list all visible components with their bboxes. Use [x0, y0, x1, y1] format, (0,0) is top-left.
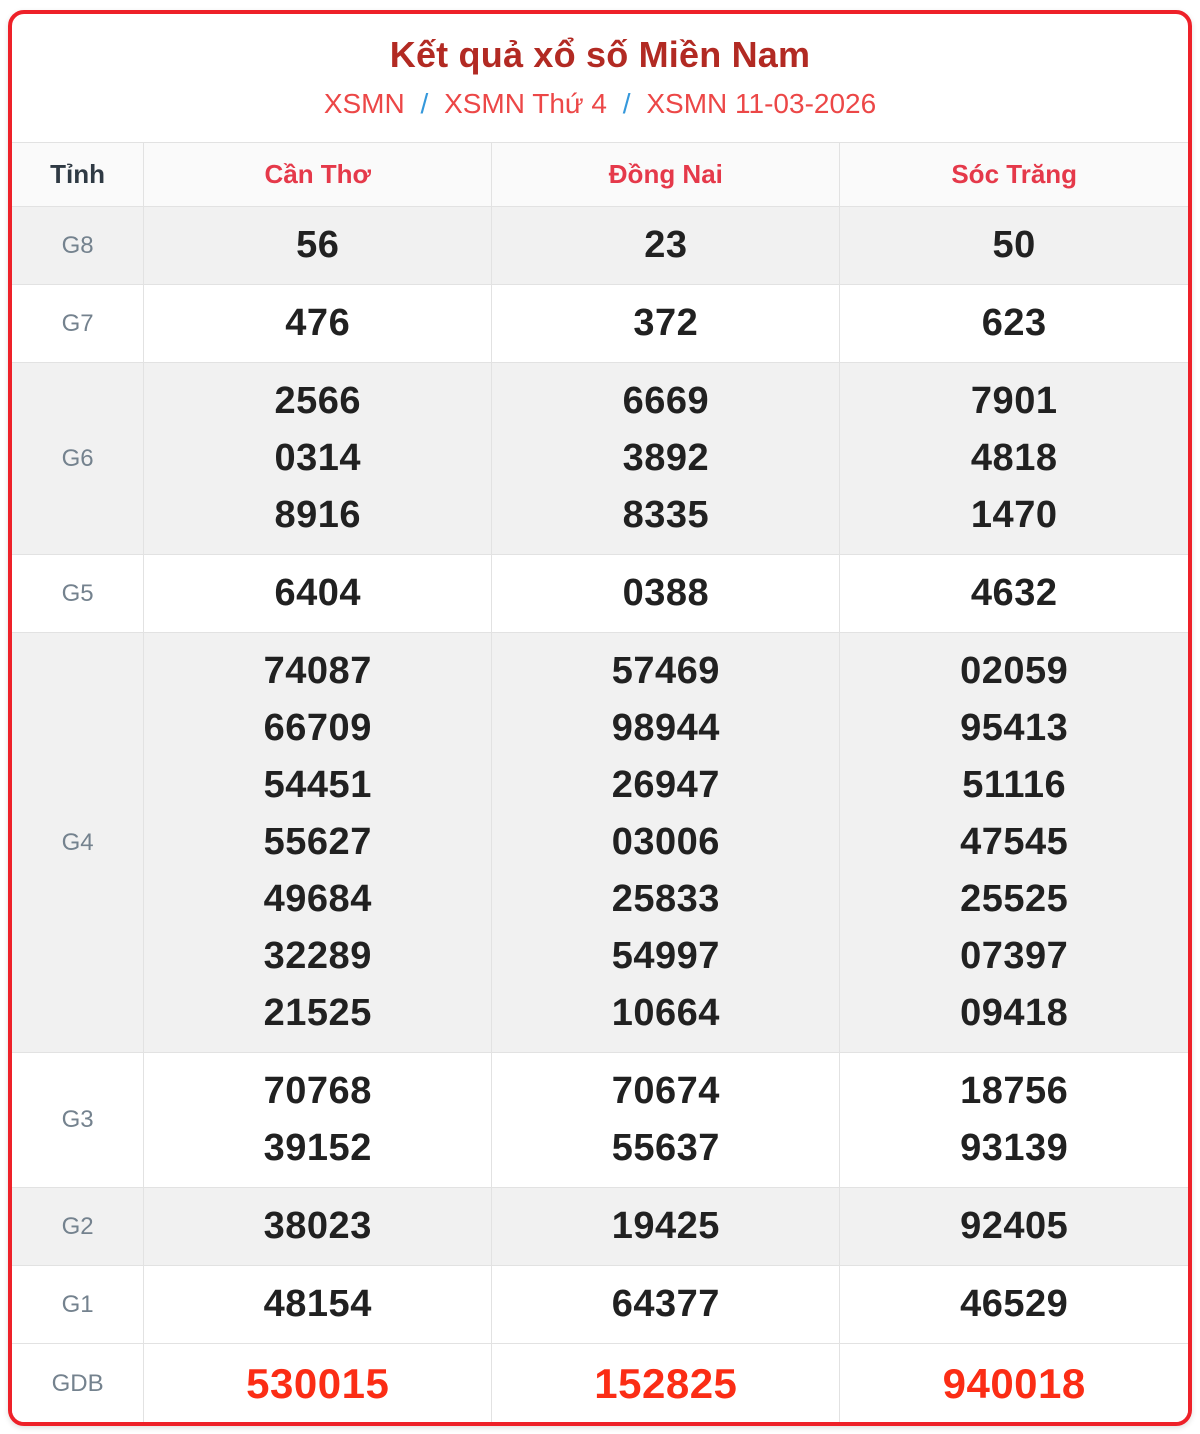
result-number: 23: [644, 224, 688, 266]
column-header-dong-nai[interactable]: Đồng Nai: [492, 143, 840, 207]
result-cell: [840, 633, 1188, 1053]
result-number: 623: [981, 302, 1047, 344]
result-number: 4818: [970, 437, 1058, 479]
page-title: Kết quả xổ số Miền Nam: [389, 34, 811, 75]
result-number: 70674: [611, 1070, 720, 1112]
prize-row-g6: [12, 363, 1188, 555]
prize-label: G5: [12, 555, 144, 633]
breadcrumb: [12, 88, 1188, 120]
result-number: 25525: [960, 878, 1069, 920]
result-number: 530015: [246, 1360, 390, 1407]
prize-label: G6: [12, 363, 144, 555]
prize-row-g3: [12, 1053, 1188, 1188]
prize-row-g7: [12, 285, 1188, 363]
table-header-row: [12, 143, 1188, 207]
result-number: 940018: [942, 1360, 1086, 1407]
result-number: 476: [285, 302, 351, 344]
result-number: 09418: [960, 992, 1069, 1034]
prize-row-g5: [12, 555, 1188, 633]
result-number: 152825: [594, 1360, 738, 1407]
result-cell: [492, 1053, 840, 1188]
result-number: 48154: [263, 1283, 372, 1325]
result-number: 2566: [274, 380, 362, 422]
result-cell: [840, 285, 1188, 363]
result-number: 92405: [960, 1205, 1069, 1247]
result-cell: [840, 1266, 1188, 1344]
result-number: 0388: [622, 572, 710, 614]
result-number: 47545: [960, 821, 1069, 863]
result-number: 95413: [960, 707, 1069, 749]
result-number: 93139: [960, 1127, 1069, 1169]
result-number: 3892: [622, 437, 710, 479]
results-body: [12, 207, 1188, 1425]
result-number: 8916: [274, 494, 362, 536]
result-number: 56: [296, 224, 340, 266]
result-number: 64377: [611, 1283, 720, 1325]
result-number: 03006: [611, 821, 720, 863]
result-number: 50: [992, 224, 1036, 266]
result-number: 51116: [962, 764, 1067, 806]
result-number: 26947: [611, 764, 720, 806]
result-number: 49684: [263, 878, 372, 920]
result-cell: [840, 555, 1188, 633]
prize-label: G2: [12, 1188, 144, 1266]
result-number: 38023: [263, 1205, 372, 1247]
result-number: 07397: [960, 935, 1069, 977]
prize-label: G4: [12, 633, 144, 1053]
breadcrumb-separator: /: [622, 88, 631, 119]
result-cell: [144, 633, 492, 1053]
result-number: 98944: [611, 707, 720, 749]
result-number: 32289: [263, 935, 372, 977]
column-header-can-tho[interactable]: Cần Thơ: [144, 143, 492, 207]
result-cell: [492, 633, 840, 1053]
breadcrumb-link-xsmn[interactable]: XSMN: [323, 88, 405, 119]
breadcrumb-separator: /: [420, 88, 429, 119]
result-cell: [840, 1053, 1188, 1188]
result-cell: [144, 363, 492, 555]
prize-label: G7: [12, 285, 144, 363]
result-cell: [144, 207, 492, 285]
result-number: 7901: [970, 380, 1058, 422]
result-cell: [144, 1344, 492, 1425]
result-number: 21525: [263, 992, 372, 1034]
result-number: 8335: [622, 494, 710, 536]
result-cell: [840, 207, 1188, 285]
result-number: 19425: [611, 1205, 720, 1247]
result-number: 57469: [611, 650, 720, 692]
breadcrumb-link-xsmn-weekday[interactable]: XSMN Thứ 4: [444, 88, 608, 119]
result-cell: [144, 555, 492, 633]
result-cell: [492, 207, 840, 285]
prize-row-gdb: [12, 1344, 1188, 1425]
breadcrumb-link-xsmn-date[interactable]: XSMN 11-03-2026: [646, 88, 877, 119]
result-number: 6404: [274, 572, 362, 614]
result-number: 55637: [611, 1127, 720, 1169]
results-table-wrap: [12, 142, 1188, 1424]
prize-row-g1: [12, 1266, 1188, 1344]
result-number: 6669: [622, 380, 710, 422]
result-number: 18756: [960, 1070, 1069, 1112]
result-number: 39152: [263, 1127, 372, 1169]
result-cell: [840, 363, 1188, 555]
result-number: 0314: [274, 437, 362, 479]
result-cell: [492, 363, 840, 555]
result-cell: [840, 1188, 1188, 1266]
result-number: 1470: [970, 494, 1058, 536]
results-header: [12, 14, 1188, 120]
prize-row-g8: [12, 207, 1188, 285]
result-cell: [144, 1053, 492, 1188]
result-cell: [492, 555, 840, 633]
result-number: 46529: [960, 1283, 1069, 1325]
prize-row-g2: [12, 1188, 1188, 1266]
result-number: 74087: [263, 650, 372, 692]
result-number: 372: [633, 302, 699, 344]
result-cell: [144, 285, 492, 363]
result-cell: [840, 1344, 1188, 1425]
prize-row-g4: [12, 633, 1188, 1053]
result-number: 10664: [611, 992, 720, 1034]
result-number: 4632: [970, 572, 1058, 614]
column-header-soc-trang[interactable]: Sóc Trăng: [840, 143, 1188, 207]
results-card: [8, 10, 1192, 1426]
result-number: 54997: [611, 935, 720, 977]
result-cell: [492, 1344, 840, 1425]
result-number: 25833: [611, 878, 720, 920]
result-cell: [144, 1266, 492, 1344]
result-number: 54451: [263, 764, 372, 806]
prize-label: G3: [12, 1053, 144, 1188]
results-table: [12, 143, 1188, 1424]
result-number: 66709: [263, 707, 372, 749]
result-cell: [144, 1188, 492, 1266]
result-number: 70768: [263, 1070, 372, 1112]
prize-label: G8: [12, 207, 144, 285]
result-number: 02059: [960, 650, 1069, 692]
result-cell: [492, 1266, 840, 1344]
result-cell: [492, 285, 840, 363]
corner-label: Tỉnh: [12, 143, 144, 207]
result-cell: [492, 1188, 840, 1266]
result-number: 55627: [263, 821, 372, 863]
prize-label: G1: [12, 1266, 144, 1344]
prize-label: GDB: [12, 1344, 144, 1425]
